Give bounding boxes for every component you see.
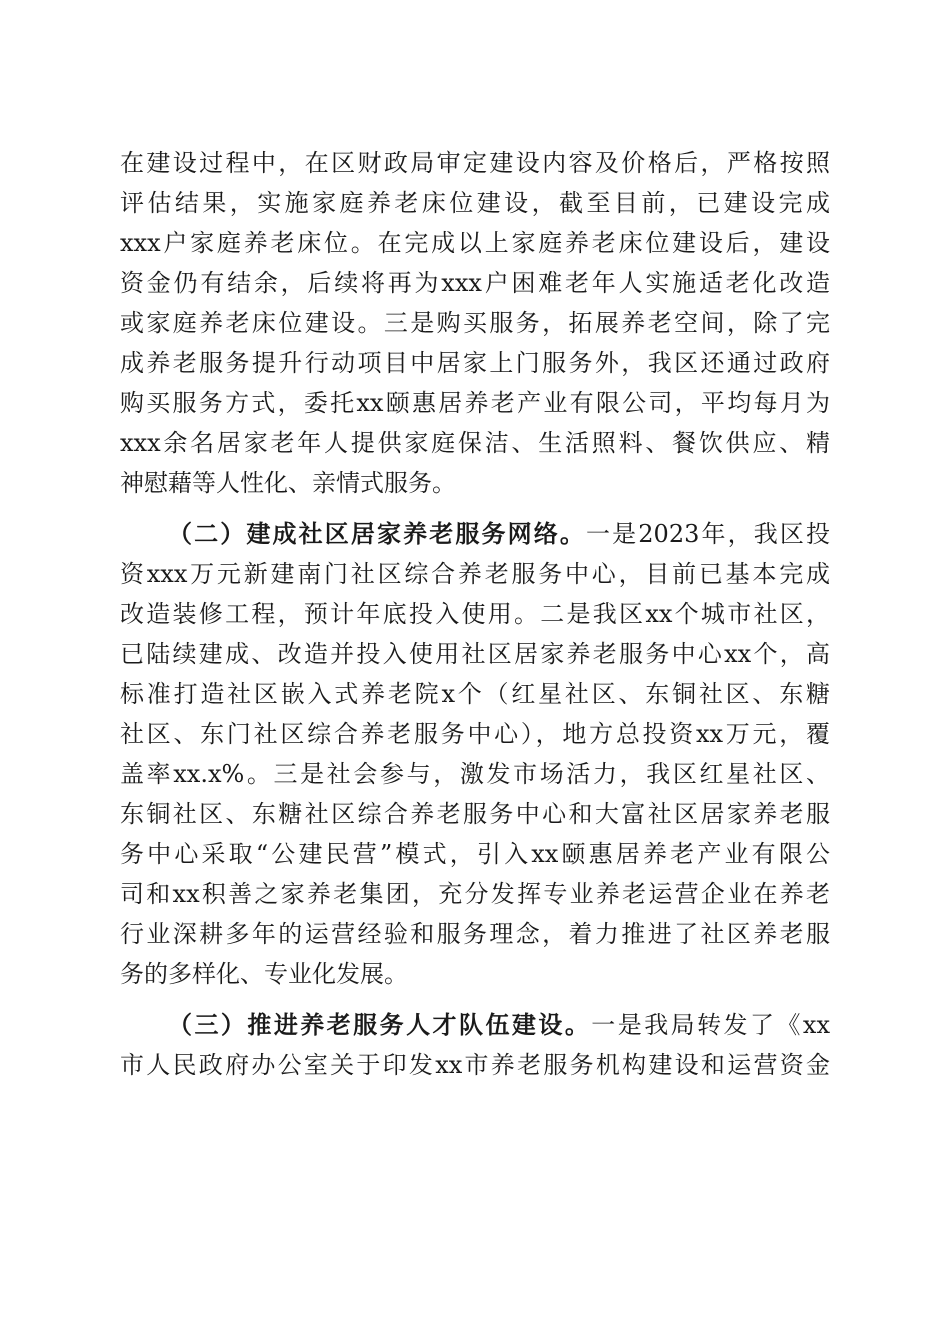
- text-line: 或家庭养老床位建设。三是购买服务，拓展养老空间，除了完: [120, 309, 830, 337]
- text-line: 务的多样化、专业化发展。: [120, 960, 408, 988]
- text-line: 司和xx积善之家养老集团，充分发挥专业养老运营企业在养老: [120, 880, 830, 908]
- text-line: 市人民政府办公室关于印发xx市养老服务机构建设和运营资金: [120, 1051, 830, 1079]
- text-line: 改造装修工程，预计年底投入使用。二是我区xx个城市社区，: [120, 600, 830, 628]
- text-line: 购买服务方式，委托xx颐惠居养老产业有限公司，平均每月为: [120, 389, 830, 417]
- text-line: 资xxx万元新建南门社区综合养老服务中心，目前已基本完成: [120, 560, 830, 588]
- paragraph-spacer: [120, 503, 830, 514]
- text-line: [120, 514, 830, 554]
- text-line: [120, 1005, 830, 1045]
- section-heading: （三）推进养老服务人才队伍建设。: [168, 1010, 592, 1039]
- text-line: 标准打造社区嵌入式养老院x个（红星社区、东铜社区、东糖: [120, 680, 830, 708]
- paragraph-spacer: [120, 994, 830, 1005]
- document-body: [120, 143, 830, 1085]
- text-line: xxx户家庭养老床位。在完成以上家庭养老床位建设后，建设: [120, 229, 830, 257]
- text-line: 成养老服务提升行动项目中居家上门服务外，我区还通过政府: [120, 349, 830, 377]
- paragraph-community-network: [120, 514, 830, 994]
- text-line: xxx余名居家老年人提供家庭保洁、生活照料、餐饮供应、精: [120, 429, 830, 457]
- text-line: 务中心采取“公建民营”模式，引入xx颐惠居养老产业有限公: [120, 840, 830, 868]
- heading-line-rest: 一是2023年，我区投: [586, 520, 830, 548]
- paragraph-talent-team: [120, 1005, 830, 1085]
- text-line: 盖率xx.x%。三是社会参与，激发市场活力，我区红星社区、: [120, 760, 830, 788]
- text-line: 评估结果，实施家庭养老床位建设，截至目前，已建设完成: [120, 189, 830, 217]
- heading-line-rest: 一是我局转发了《xx: [591, 1011, 830, 1039]
- text-line: 已陆续建成、改造并投入使用社区居家养老服务中心xx个，高: [120, 640, 830, 668]
- text-line: 神慰藉等人性化、亲情式服务。: [120, 469, 456, 497]
- section-heading: （二）建成社区居家养老服务网络。: [168, 519, 587, 548]
- text-line: 资金仍有结余，后续将再为xxx户困难老年人实施适老化改造: [120, 269, 830, 297]
- text-line: 行业深耕多年的运营经验和服务理念，着力推进了社区养老服: [120, 920, 830, 948]
- text-line: 在建设过程中，在区财政局审定建设内容及价格后，严格按照: [120, 149, 830, 177]
- text-line: 社区、东门社区综合养老服务中心），地方总投资xx万元，覆: [120, 720, 830, 748]
- paragraph-home-care-beds: [120, 143, 830, 503]
- text-line: 东铜社区、东糖社区综合养老服务中心和大富社区居家养老服: [120, 800, 830, 828]
